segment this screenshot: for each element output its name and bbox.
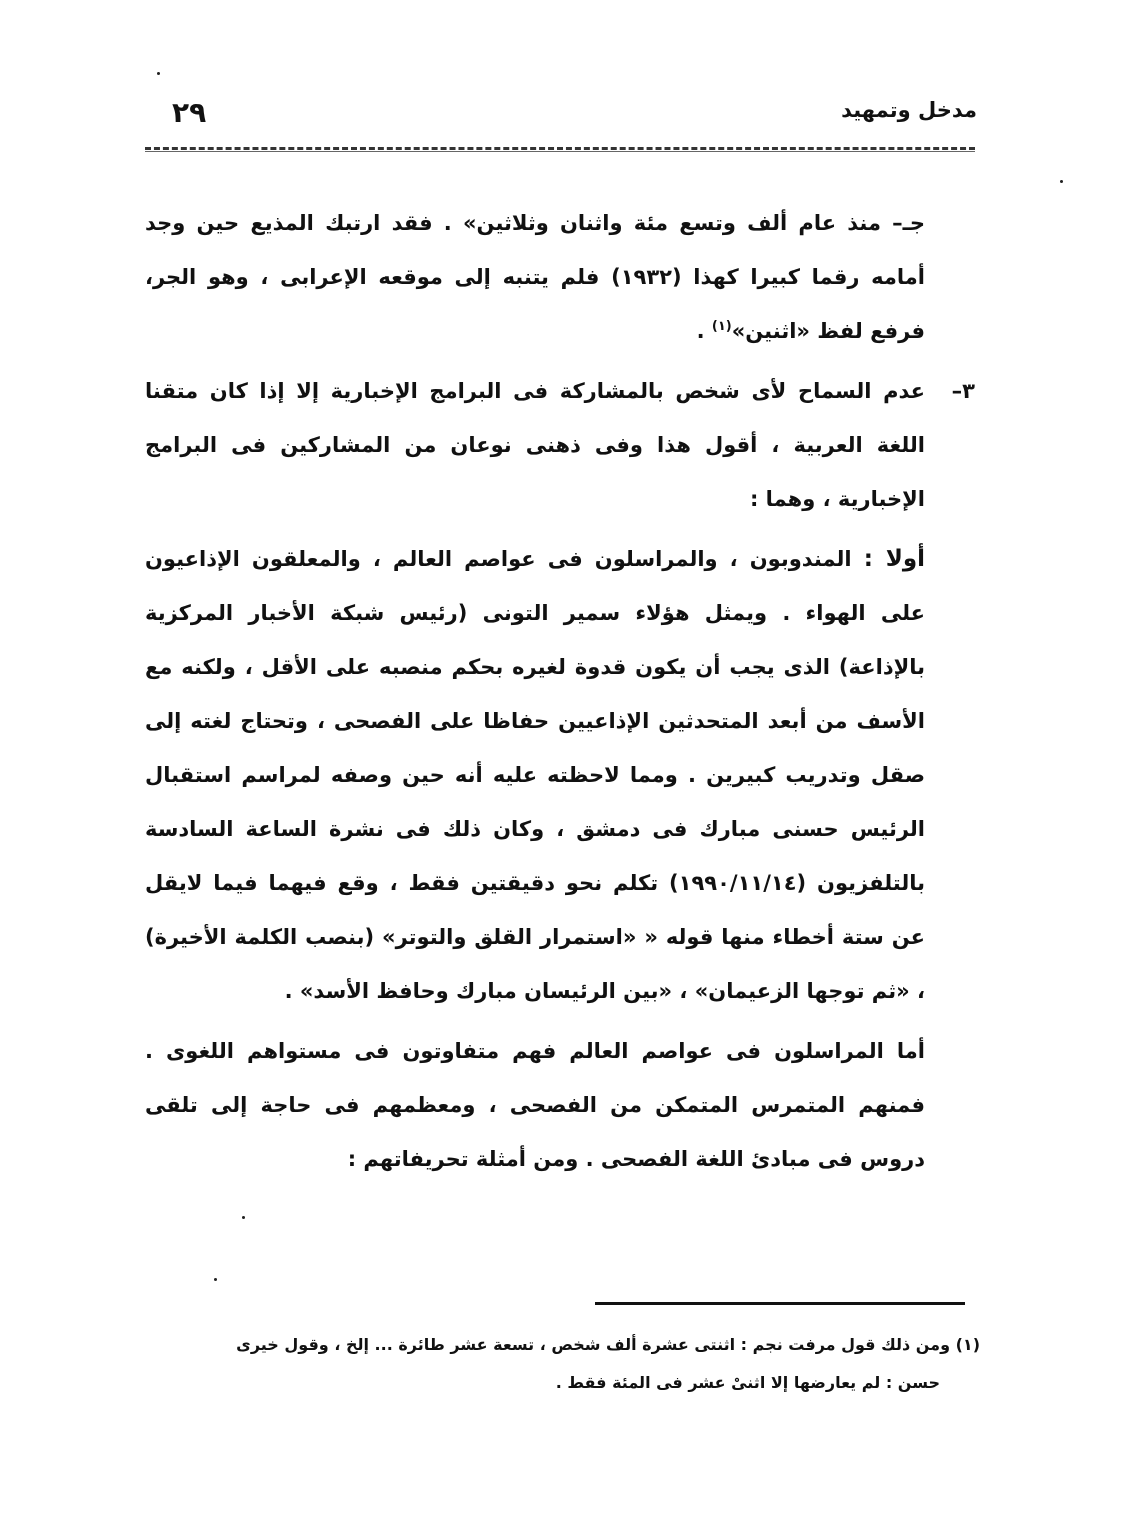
footnote-line-2: حسن : لم يعارضها إلا اثنىْ عشر فى المئة فقط . (555, 1373, 940, 1392)
second-group-text: أما المراسلون فى عواصم العالم فهم متفاوتون فى مستواهم اللغوى . فمنهم المتمرس المتمكن من الفصحى ، ومعظمهم فى حاجة إلى تلقى دروس فى مبادئ اللغة الفصحى . ومن أمثلة تحريفاتهم : (145, 1039, 925, 1171)
header-rule (145, 147, 975, 150)
item-c-paragraph (145, 196, 925, 358)
item-3-text: عدم السماح لأى شخص بالمشاركة فى البرامج الإخبارية إلا إذا كان متقنا اللغة العربية ، أقول هذا وفى ذهنى نوعان من المشاركين فى البرامج الإخبارية ، وهما : (145, 379, 925, 511)
footnote (130, 1326, 980, 1402)
footnote-reference: (١) (711, 319, 732, 334)
footnote-rule (595, 1302, 965, 1305)
scan-speck (1060, 180, 1063, 183)
item-3 (145, 364, 975, 526)
item-3-marker: ٣– (951, 379, 975, 403)
page-number: ٢٩ (172, 96, 207, 129)
item-c-text: جـ– منذ عام ألف وتسع مئة واثنان وثلاثين» . فقد ارتبك المذيع حين وجد أمامه رقما كبيرا كهذا (١٩٣٢) فلم يتنبه إلى موقعه الإعرابى ، وهو الجر، فرفع لفظ «اثنين» (145, 211, 925, 343)
first-group-lead: أولا : (863, 546, 926, 572)
main-text (145, 196, 975, 1186)
item-c-end: . (696, 319, 712, 343)
first-group-paragraph (145, 532, 925, 1018)
running-head: مدخل وتمهيد (841, 98, 977, 122)
scan-speck (157, 72, 160, 75)
header-rule-underline (145, 151, 975, 152)
footnote-line-1: (١) ومن ذلك قول مرفت نجم : اثنتى عشرة ألف شخص ، تسعة عشر طائرة ... إلخ ، وقول خيرى (236, 1335, 980, 1354)
second-group-paragraph (145, 1024, 925, 1186)
first-group-text: المندوبون ، والمراسلون فى عواصم العالم ، والمعلقون الإذاعيون على الهواء . ويمثل هؤلاء سمير التونى (رئيس شبكة الأخبار المركزية بالإذاعة) الذى يجب أن يكون قدوة لغيره بحكم منصبه على الأقل ، ولكنه مع الأسف من أبعد المتحدثين الإذاعيين حفاظا على الفصحى ، وتحتاج لغته إلى صقل وتدريب كبيرين . ومما لاحظته عليه أنه حين وصفه لمراسم استقبال الرئيس حسنى مبارك فى دمشق ، وكان ذلك فى نشرة الساعة السادسة بالتلفزيون (١٩٩٠/١١/١٤) تكلم نحو دقيقتين فقط ، وقع فيهما فيما لايقل عن ستة أخطاء منها قوله « «استمرار القلق والتوتر» (بنصب الكلمة الأخيرة) ، «ثم توجها الزعيمان» ، «بين الرئيسان مبارك وحافظ الأسد» . (145, 547, 925, 1003)
scan-speck (214, 1278, 217, 1281)
page-header (140, 98, 977, 134)
scan-speck (242, 1216, 245, 1219)
